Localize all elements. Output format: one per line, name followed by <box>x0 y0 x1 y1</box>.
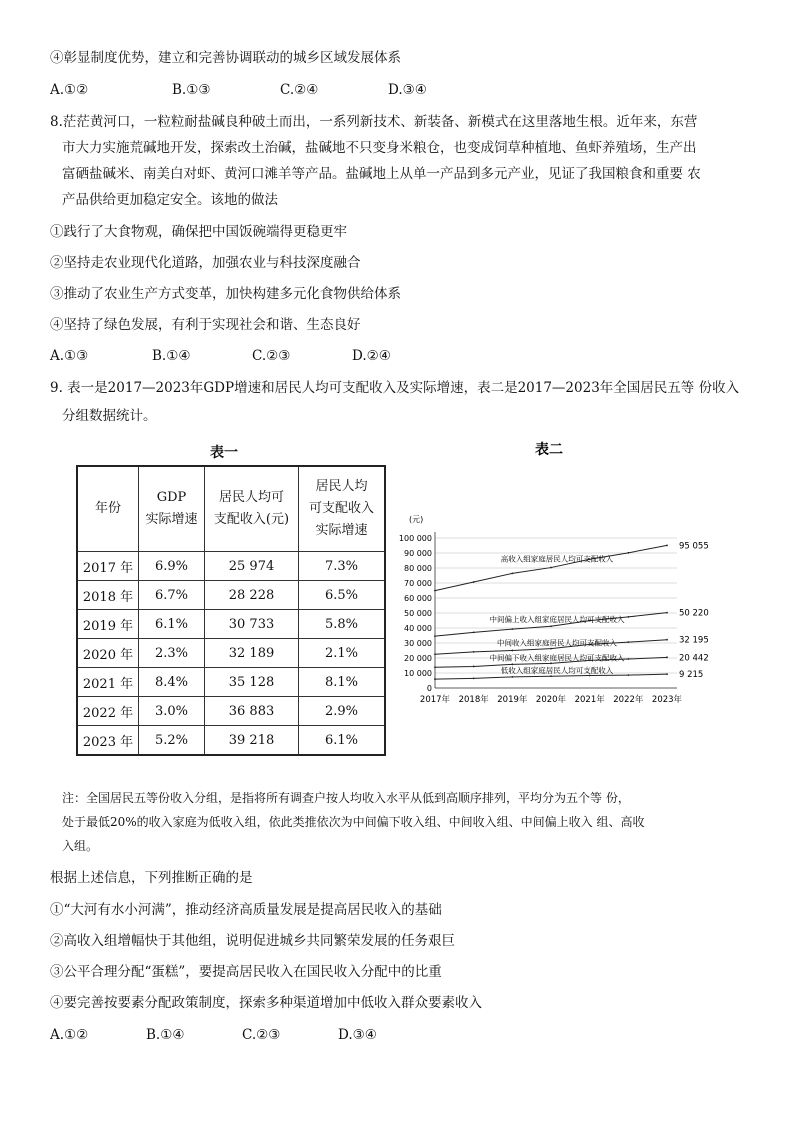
chart-point <box>434 590 436 592</box>
chart-point <box>434 678 436 680</box>
chart-series-name: 高收入组家庭居民人均可支配收入 <box>500 554 614 564</box>
chart-x-tick-label: 2019年 <box>497 695 528 705</box>
chart-point <box>550 648 552 650</box>
table1-header-income-growth: 居民人均 可支配收入 实际增速 <box>299 466 386 552</box>
chart-end-value-label: 32 195 <box>679 635 709 646</box>
table1-cell: 2.3% <box>139 639 205 668</box>
table1-header-income: 居民人均可 支配收入(元) <box>205 466 299 552</box>
chart-point <box>550 625 552 627</box>
chart-y-tick-label: 60 000 <box>404 594 432 603</box>
table1-row <box>77 639 385 668</box>
table1-cell: 2020 年 <box>77 639 139 668</box>
chart-point <box>627 674 629 676</box>
table1-cell: 2.1% <box>299 639 386 668</box>
table1-cell: 6.9% <box>139 552 205 581</box>
q9-stem-line-1: 9. 表一是2017—2023年GDP增速和居民人均可支配收入及实际增速，表二是2017—2023年全国居民五等 份收入 <box>50 380 740 396</box>
chart-series-name: 中间偏上收入组家庭居民人均可支配收入 <box>489 615 625 625</box>
chart-point <box>511 663 513 665</box>
chart-point <box>511 628 513 630</box>
chart-point <box>550 662 552 664</box>
chart-x-tick-label: 2017年 <box>419 695 451 705</box>
note-line-2: 处于最低20%的收入家庭为低收入组，依此类推依次为中间偏下收入组、中间收入组、中间偏上收入 组、高收 <box>62 815 645 829</box>
q9-statement-1: ①“大河有水小河满”，推动经济高质量发展是提高居民收入的基础 <box>50 902 442 918</box>
chart-end-value-label: 20 442 <box>679 653 709 664</box>
table1-cell: 2023 年 <box>77 726 139 756</box>
q8-option-a[interactable]: A.①③ <box>50 348 89 364</box>
chart-y-tick-label: 20 000 <box>404 654 432 663</box>
table1-cell: 25 974 <box>205 552 299 581</box>
note-line-3: 入组。 <box>62 839 99 853</box>
q7-option-d[interactable]: D.③④ <box>388 82 427 98</box>
table1-row <box>77 552 385 581</box>
chart-point <box>473 677 475 679</box>
chart-y-tick-label: 50 000 <box>404 609 432 618</box>
chart-point <box>511 572 513 574</box>
table1-cell: 8.1% <box>299 668 386 697</box>
table1-cell: 32 189 <box>205 639 299 668</box>
chart-point <box>434 653 436 655</box>
q8-statement-2: ②坚持走农业现代化道路，加强农业与科技深度融合 <box>50 255 361 271</box>
table1 <box>76 465 386 756</box>
table1-cell: 2.9% <box>299 697 386 726</box>
chart-series-name: 低收入组家庭居民人均可支配收入 <box>500 666 614 676</box>
q7-options <box>50 80 427 100</box>
chart-series-name: 中间收入组家庭居民人均可支配收入 <box>497 638 617 648</box>
chart-y-tick-label: 10 000 <box>404 669 432 678</box>
chart-x-tick-label: 2020年 <box>535 695 567 705</box>
q9-option-a[interactable]: A.①② <box>50 1027 89 1043</box>
q8-options <box>50 346 391 366</box>
q8-stem-line-2: 市大力实施荒碱地开发，探索改土治碱，盐碱地不只变身米粮仓，也变成饲草种植地、鱼虾养殖场，生产出 <box>62 140 697 156</box>
table1-row <box>77 697 385 726</box>
chart-point <box>550 567 552 569</box>
table1-cell: 2022 年 <box>77 697 139 726</box>
chart-point <box>434 635 436 637</box>
chart-y-unit: (元) <box>409 515 424 524</box>
table1-cell: 36 883 <box>205 697 299 726</box>
chart-point <box>666 639 668 641</box>
q9-options <box>50 1025 377 1045</box>
table2-chart <box>395 440 720 720</box>
chart-y-tick-label: 70 000 <box>404 579 432 588</box>
table1-row <box>77 726 385 756</box>
q9-statement-3: ③公平合理分配“蛋糕”，要提高居民收入在国民收入分配中的比重 <box>50 964 442 980</box>
chart-end-value-label: 95 055 <box>679 541 709 552</box>
q8-stem-line-1: 8.茫茫黄河口，一粒粒耐盐碱良种破土而出，一系列新技术、新装备、新模式在这里落地生根。近年来，东营 <box>50 114 698 130</box>
chart-x-tick-label: 2018年 <box>458 695 489 705</box>
chart-point <box>511 650 513 652</box>
q9-option-d[interactable]: D.③④ <box>338 1027 377 1043</box>
q8-option-c[interactable]: C.②③ <box>252 348 291 364</box>
q9-option-c[interactable]: C.②③ <box>242 1027 281 1043</box>
chart-end-value-label: 9 215 <box>679 670 704 681</box>
table1-cell: 28 228 <box>205 581 299 610</box>
chart-end-value-label: 50 220 <box>679 608 709 619</box>
chart-point <box>473 581 475 583</box>
table1-cell: 2021 年 <box>77 668 139 697</box>
chart-point <box>550 675 552 677</box>
table1-header-year: 年份 <box>77 466 139 552</box>
q8-statement-4: ④坚持了绿色发展，有利于实现社会和谐、生态良好 <box>50 317 361 333</box>
chart-x-tick-label: 2022年 <box>613 695 644 705</box>
chart-series-name: 中间偏下收入组家庭居民人均可支配收入 <box>489 653 625 663</box>
note-line-1: 注：全国居民五等份收入分组，是指将所有调查户按人均收入水平从低到高顺序排列，平均分为五个等 份， <box>62 791 630 805</box>
q7-option-a[interactable]: A.①② <box>50 82 89 98</box>
table1-cell: 2019 年 <box>77 610 139 639</box>
chart-y-tick-label: 30 000 <box>404 639 432 648</box>
chart-point <box>666 612 668 614</box>
chart-point <box>473 666 475 668</box>
q9-stem-line-2: 分组数据统计。 <box>62 408 157 424</box>
table1-cell: 2018 年 <box>77 581 139 610</box>
table1-row <box>77 581 385 610</box>
chart-point <box>666 656 668 658</box>
chart-point <box>666 673 668 675</box>
chart-point <box>627 658 629 660</box>
table1-row <box>77 668 385 697</box>
q9-lead: 根据上述信息，下列推断正确的是 <box>50 870 253 886</box>
chart-y-tick-label: 90 000 <box>404 549 432 558</box>
q8-option-b[interactable]: B.①④ <box>152 348 191 364</box>
table1-cell: 2017 年 <box>77 552 139 581</box>
q8-stem-line-3: 富硒盐碱米、南美白对虾、黄河口滩羊等产品。盐碱地上从单一产品到多元产业，见证了我国粮食和重要 农 <box>62 166 701 182</box>
table1-row <box>77 610 385 639</box>
chart-point <box>627 616 629 618</box>
table1-cell: 6.1% <box>299 726 386 756</box>
q8-statement-1: ①践行了大食物观，确保把中国饭碗端得更稳更牢 <box>50 224 347 240</box>
chart-point <box>627 552 629 554</box>
table1-cell: 5.2% <box>139 726 205 756</box>
chart-point <box>473 631 475 633</box>
chart-y-tick-label: 100 000 <box>398 534 432 543</box>
table1-cell: 7.3% <box>299 552 386 581</box>
table1-cell: 6.5% <box>299 581 386 610</box>
q8-stem-line-4: 产品供给更加稳定安全。该地的做法 <box>62 192 278 208</box>
q8-option-d[interactable]: D.②④ <box>352 348 391 364</box>
table1-cell: 5.8% <box>299 610 386 639</box>
chart-y-tick-label: 40 000 <box>404 624 432 633</box>
chart-point <box>434 666 436 668</box>
chart-point <box>473 651 475 653</box>
q9-statement-4: ④要完善按要素分配政策制度，探索多种渠道增加中低收入群众要素收入 <box>50 995 482 1011</box>
table1-cell: 35 128 <box>205 668 299 697</box>
table1-cell: 30 733 <box>205 610 299 639</box>
q7-option-c[interactable]: C.②④ <box>280 82 319 98</box>
chart-y-tick-label: 0 <box>426 684 432 693</box>
q9-option-b[interactable]: B.①④ <box>146 1027 185 1043</box>
q9-statement-2: ②高收入组增幅快于其他组，说明促进城乡共同繁荣发展的任务艰巨 <box>50 933 455 949</box>
table1-cell: 3.0% <box>139 697 205 726</box>
chart-point <box>627 641 629 643</box>
q8-statement-3: ③推动了农业生产方式变革，加快构建多元化食物供给体系 <box>50 286 401 302</box>
chart-y-tick-label: 80 000 <box>404 564 432 573</box>
table1-cell: 39 218 <box>205 726 299 756</box>
chart-x-tick-label: 2021年 <box>574 695 605 705</box>
chart-point <box>666 545 668 547</box>
table1-title: 表一 <box>210 445 238 461</box>
chart-title: 表二 <box>535 442 563 458</box>
chart-point <box>511 676 513 678</box>
q7-statement-4: ④彰显制度优势，建立和完善协调联动的城乡区域发展体系 <box>50 50 401 66</box>
table1-cell: 6.7% <box>139 581 205 610</box>
chart-x-tick-label: 2023年 <box>651 695 683 705</box>
table1-cell: 8.4% <box>139 668 205 697</box>
q7-option-b[interactable]: B.①③ <box>172 82 211 98</box>
table1-header-gdp: GDP 实际增速 <box>139 466 205 552</box>
table1-cell: 6.1% <box>139 610 205 639</box>
